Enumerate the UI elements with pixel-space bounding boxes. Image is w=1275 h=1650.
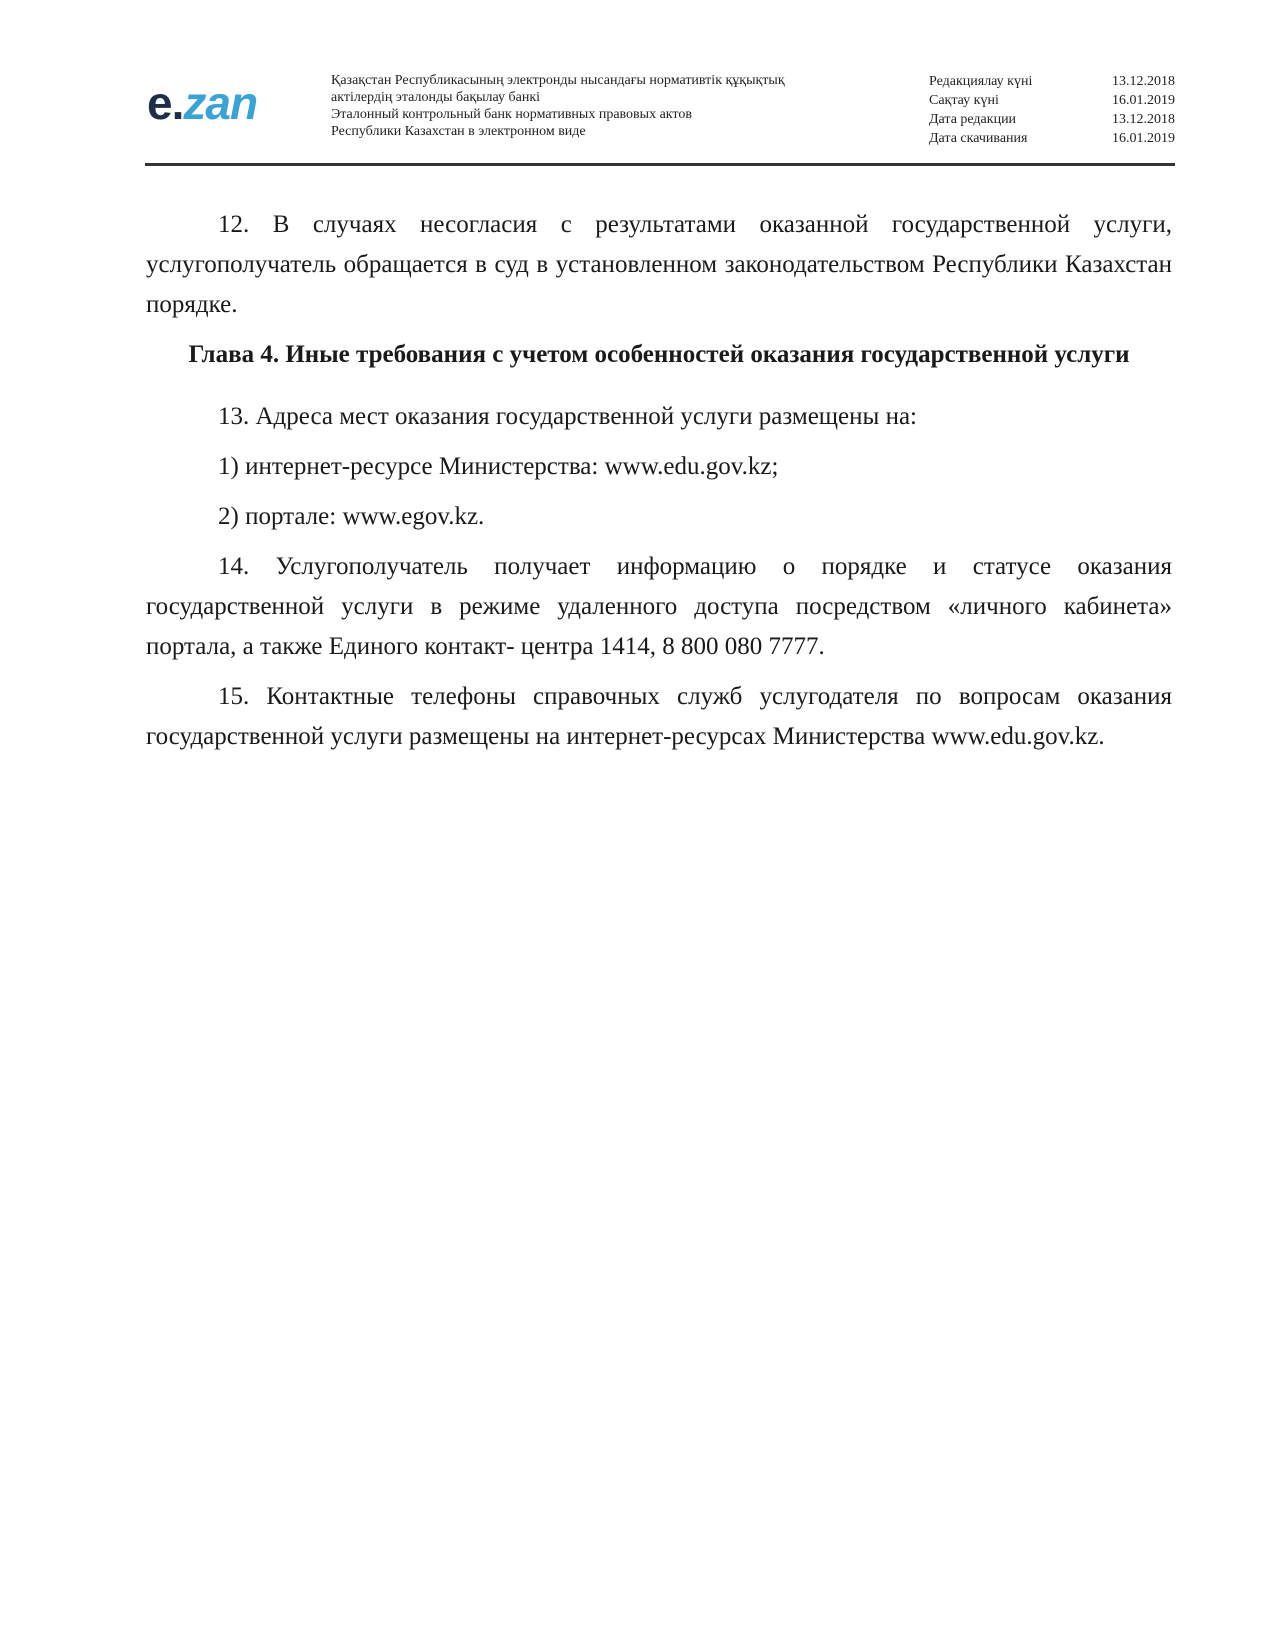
- paragraph-12: 12. В случаях несогласия с результатами оказанной государственной услуги, услугополучатель обращается в суд в установленном законодательством Республики Казахстан порядке.: [146, 211, 1172, 318]
- meta-value: 13.12.2018: [1112, 112, 1175, 127]
- meta-row-save-date-kz: [929, 91, 1175, 110]
- logo-e: e: [147, 77, 172, 129]
- logo-dot: .: [171, 77, 184, 129]
- paragraph-13-item-2: 2) портале: www.egov.kz.: [218, 503, 485, 530]
- meta-row-download-date-ru: [929, 129, 1175, 148]
- header-description: [331, 72, 891, 140]
- ezan-logo: [147, 77, 258, 129]
- header-desc-line: Қазақстан Республикасының электронды нысандағы нормативтік құқықтық: [331, 73, 785, 88]
- meta-row-edit-date-ru: [929, 110, 1175, 129]
- meta-label: Редакциялау күні: [929, 74, 1033, 89]
- paragraph-14: 14. Услугополучатель получает информацию о порядке и статусе оказания государственной услуги в режиме удаленного доступа посредством «личного кабинета» портала, а также Единого контакт- центра 1414, 8 800 080 7777.: [146, 553, 1172, 660]
- meta-label: Дата редакции: [929, 112, 1017, 127]
- meta-row-edit-date-kz: [929, 72, 1175, 91]
- header-desc-line: Республики Казахстан в электронном виде: [331, 124, 586, 139]
- header-meta-table: [929, 72, 1175, 148]
- paragraph-15: 15. Контактные телефоны справочных служб услугодателя по вопросам оказания государственной услуги размещены на интернет-ресурсах Министерства www.edu.gov.kz.: [146, 683, 1172, 750]
- meta-label: Сақтау күні: [929, 93, 999, 108]
- header-divider: [145, 163, 1175, 166]
- header-desc-line: Эталонный контрольный банк нормативных правовых актов: [331, 107, 692, 122]
- paragraph-13: 13. Адреса мест оказания государственной услуги размещены на:: [218, 403, 917, 430]
- meta-value: 16.01.2019: [1112, 93, 1175, 108]
- meta-value: 16.01.2019: [1112, 131, 1175, 146]
- header-desc-line: актілердің эталонды бақылау банкі: [331, 90, 541, 105]
- meta-value: 13.12.2018: [1112, 74, 1175, 89]
- document-header: [145, 68, 1175, 160]
- meta-label: Дата скачивания: [929, 131, 1028, 146]
- logo-zan: zan: [183, 77, 258, 129]
- paragraph-13-item-1: 1) интернет-ресурсе Министерства: www.edu.gov.kz;: [218, 453, 779, 480]
- chapter-4-title: Глава 4. Иные требования с учетом особенностей оказания государственной услуги: [188, 341, 1130, 368]
- document-body: [146, 205, 1172, 767]
